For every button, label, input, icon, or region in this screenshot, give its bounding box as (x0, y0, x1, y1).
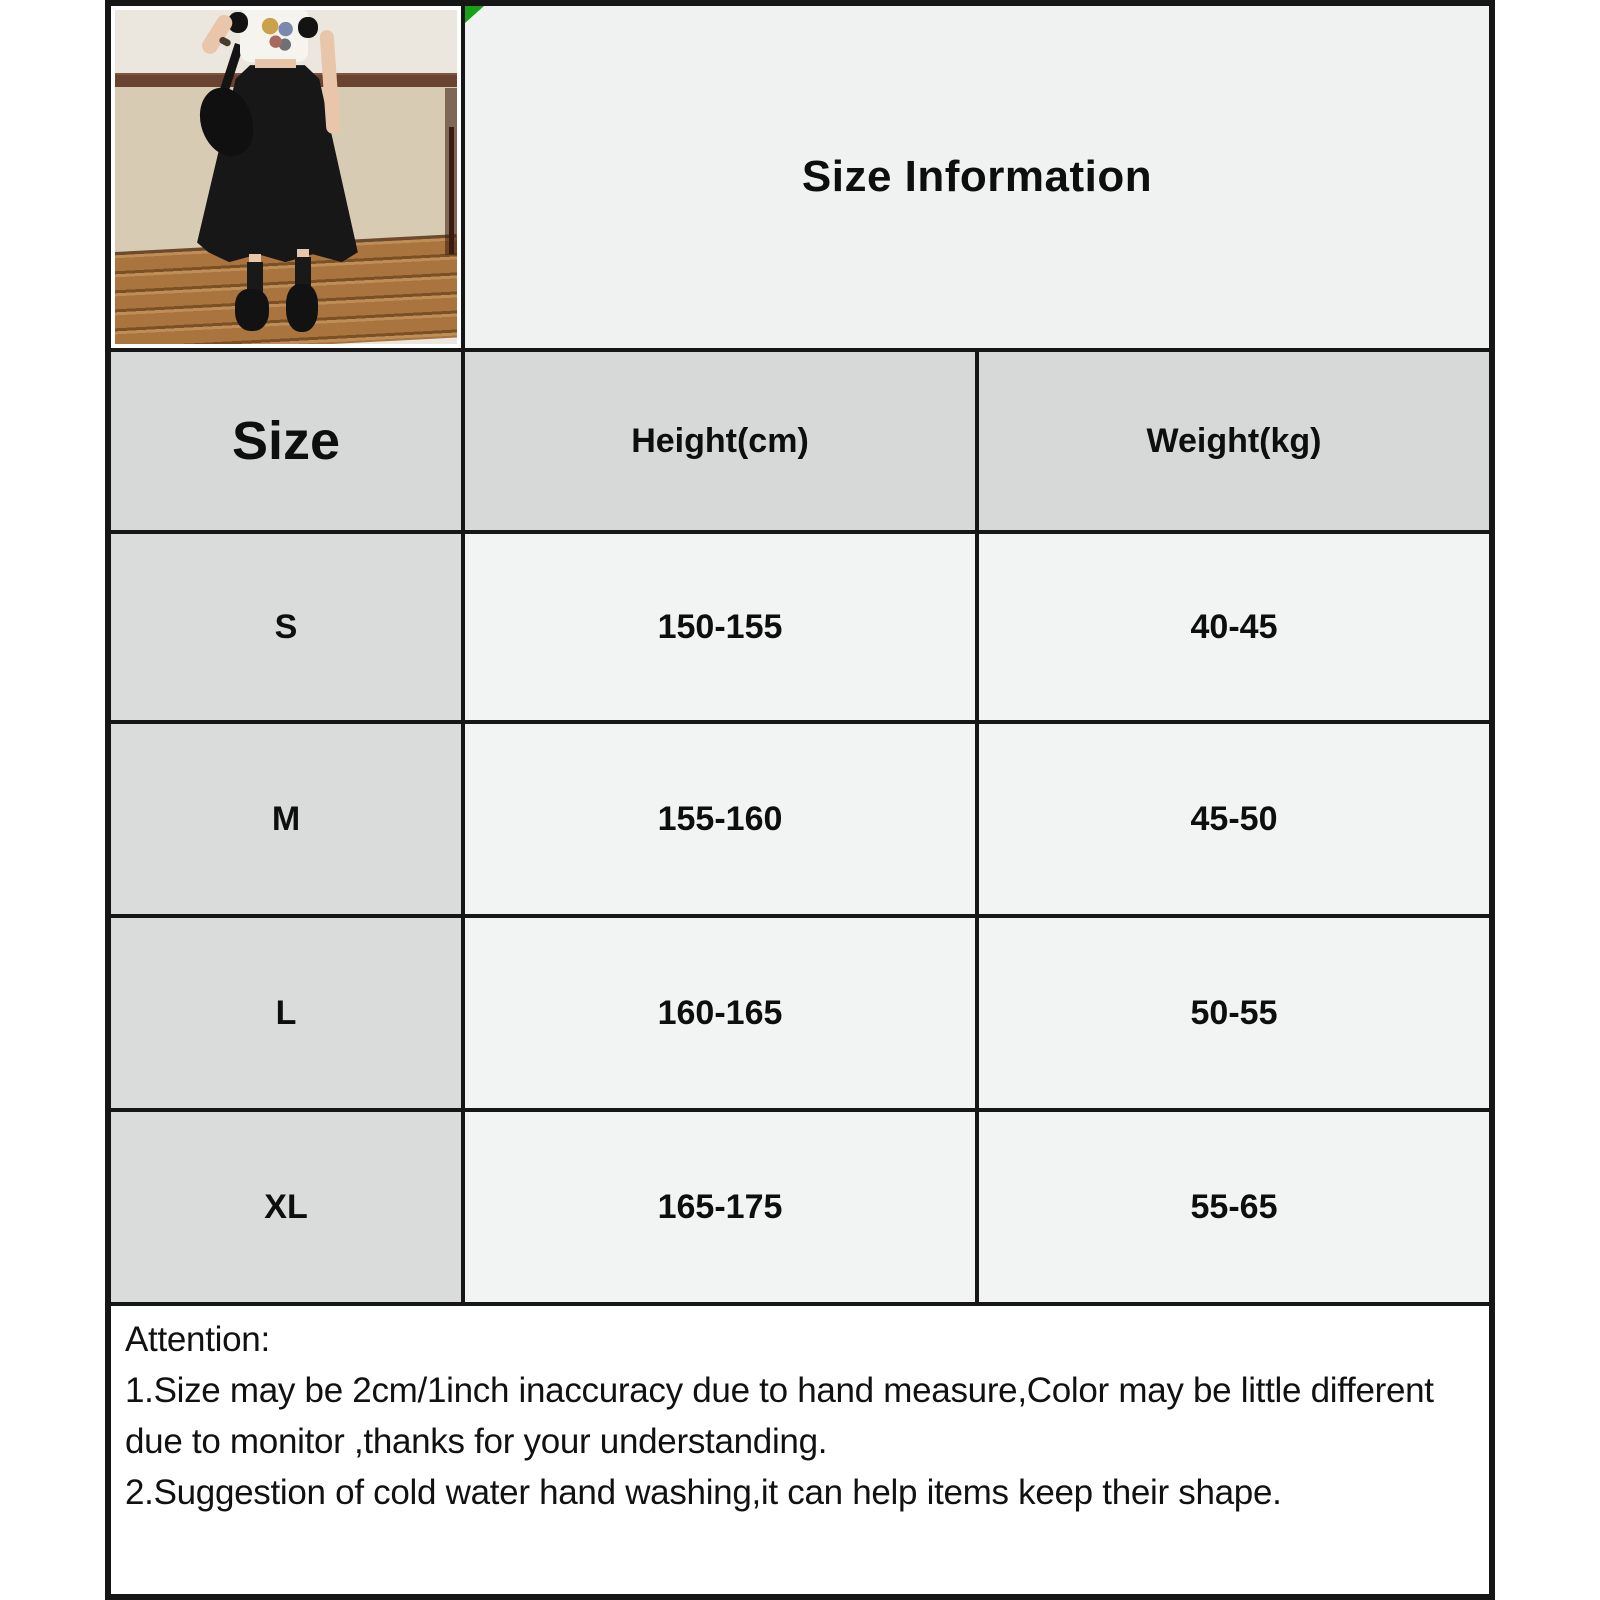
table-row-m-height (465, 724, 975, 914)
photo-door-edge (449, 127, 454, 254)
size-value: S (274, 607, 298, 646)
model-watch (218, 36, 232, 48)
size-information-title-cell (465, 6, 1489, 348)
column-header-size (111, 352, 461, 530)
comment-flag-icon (465, 6, 484, 23)
attention-section (111, 1306, 1489, 1594)
model-raised-arm (199, 12, 236, 58)
table-row-l-height (465, 918, 975, 1108)
column-header-weight-label: Weight(kg) (1146, 421, 1322, 460)
size-chart-table (105, 0, 1495, 1600)
column-header-height-label: Height(cm) (631, 421, 809, 460)
weight-value: 50-55 (1190, 993, 1278, 1032)
table-row-s-height (465, 534, 975, 720)
model-right-sleeve (298, 17, 319, 39)
model-shirt-graphic (259, 15, 297, 52)
table-row-l-size (111, 918, 461, 1108)
table-row-xl-weight (979, 1112, 1489, 1302)
page-title: Size Information (801, 152, 1153, 201)
size-value: L (275, 993, 297, 1032)
attention-note-1: 1.Size may be 2cm/1inch inaccuracy due to hand measure,Color may be little different due to monitor ,thanks for your understanding. (125, 1371, 1434, 1461)
height-value: 155-160 (657, 799, 783, 838)
size-value: XL (264, 1187, 308, 1226)
attention-title: Attention: (125, 1320, 270, 1359)
weight-value: 45-50 (1190, 799, 1278, 838)
table-row-xl-height (465, 1112, 975, 1302)
weight-value: 40-45 (1190, 607, 1278, 646)
size-value: M (271, 799, 301, 838)
height-value: 160-165 (657, 993, 783, 1032)
table-row-xl-size (111, 1112, 461, 1302)
column-header-size-label: Size (231, 411, 341, 471)
column-header-height (465, 352, 975, 530)
height-value: 165-175 (657, 1187, 783, 1226)
table-row-s-weight (979, 534, 1489, 720)
model-waist (255, 59, 296, 68)
weight-value: 55-65 (1190, 1187, 1278, 1226)
attention-note-2: 2.Suggestion of cold water hand washing,it can help items keep their shape. (125, 1473, 1282, 1512)
model-right-boot (286, 284, 318, 332)
product-photo (115, 10, 457, 344)
model-left-boot (235, 289, 269, 331)
table-row-m-weight (979, 724, 1489, 914)
table-row-l-weight (979, 918, 1489, 1108)
table-row-s-size (111, 534, 461, 720)
product-photo-cell (111, 6, 461, 348)
table-row-m-size (111, 724, 461, 914)
column-header-weight (979, 352, 1489, 530)
height-value: 150-155 (657, 607, 783, 646)
